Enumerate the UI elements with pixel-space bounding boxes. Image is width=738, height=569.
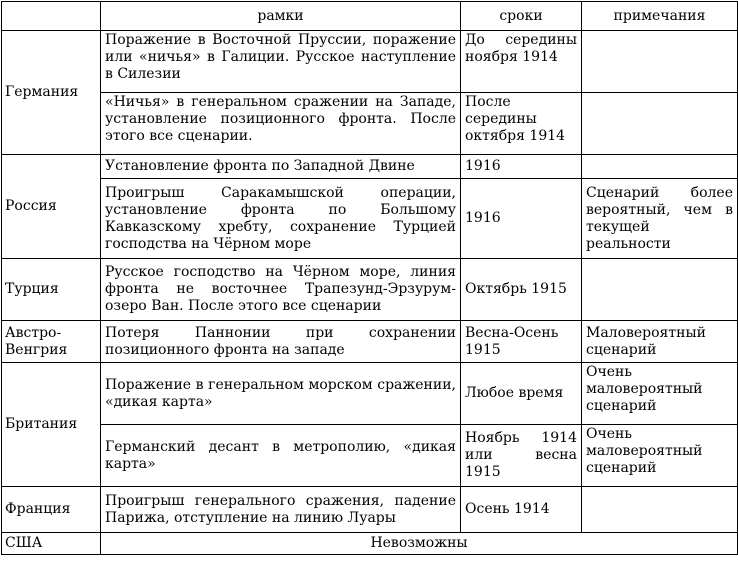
frame-cell: Русское господство на Чёрном море, линия фронта не восточнее Трапезунд-Эрзурум-озеро Ван. После этого все сценарии [101,259,461,321]
note-cell: Очень маловероятный сценарий [582,425,738,487]
table-row [2,179,738,259]
term-cell: Ноябрь 1914 или весна 1915 [461,425,582,487]
note-cell: Маловероятный сценарий [582,321,738,363]
note-cell [582,155,738,179]
scenarios-table [1,1,738,555]
table-row [2,93,738,155]
table-row [2,425,738,487]
table-row [2,487,738,533]
frame-cell: Поражение в генеральном морском сражении, «дикая карта» [101,363,461,425]
table-row [2,155,738,179]
country-cell: Турция [2,259,101,321]
header-notes: примечания [582,2,738,31]
term-cell: Любое время [461,363,582,425]
frame-cell: Поражение в Восточной Пруссии, поражение или «ничья» в Галиции. Русское наступление в Силезии [101,31,461,93]
frame-cell: Потеря Паннонии при сохранении позиционного фронта на западе [101,321,461,363]
term-cell: До середины ноября 1914 [461,31,582,93]
note-cell [582,487,738,533]
term-cell: После середины октября 1914 [461,93,582,155]
country-cell: Россия [2,155,101,259]
header-country [2,2,101,31]
term-cell: 1916 [461,155,582,179]
country-cell: Германия [2,31,101,155]
term-cell: Октябрь 1915 [461,259,582,321]
header-row [2,2,738,31]
note-cell [582,93,738,155]
table-row [2,321,738,363]
table-row [2,363,738,425]
term-cell: 1916 [461,179,582,259]
country-cell: Британия [2,363,101,487]
note-cell [582,259,738,321]
note-cell: Сценарий более вероятный, чем в текущей реальности [582,179,738,259]
usa-value-cell: Невозможны [101,533,738,555]
frame-cell: Проигрыш генерального сражения, падение Парижа, отступление на линию Луары [101,487,461,533]
table-row [2,533,738,555]
note-cell [582,31,738,93]
frame-cell: «Ничья» в генеральном сражении на Западе, установление позиционного фронта. После этого все сценарии. [101,93,461,155]
country-cell: США [2,533,101,555]
country-cell: Франция [2,487,101,533]
header-terms: сроки [461,2,582,31]
term-cell: Весна-Осень 1915 [461,321,582,363]
frame-cell: Установление фронта по Западной Двине [101,155,461,179]
country-cell: Австро-Венгрия [2,321,101,363]
table-row [2,259,738,321]
note-cell: Очень маловероятный сценарий [582,363,738,425]
table-row [2,31,738,93]
frame-cell: Германский десант в метрополию, «дикая карта» [101,425,461,487]
header-frames: рамки [101,2,461,31]
term-cell: Осень 1914 [461,487,582,533]
frame-cell: Проигрыш Саракамышской операции, установление фронта по Большому Кавказскому хребту, сохранение Турцией господства на Чёрном море [101,179,461,259]
